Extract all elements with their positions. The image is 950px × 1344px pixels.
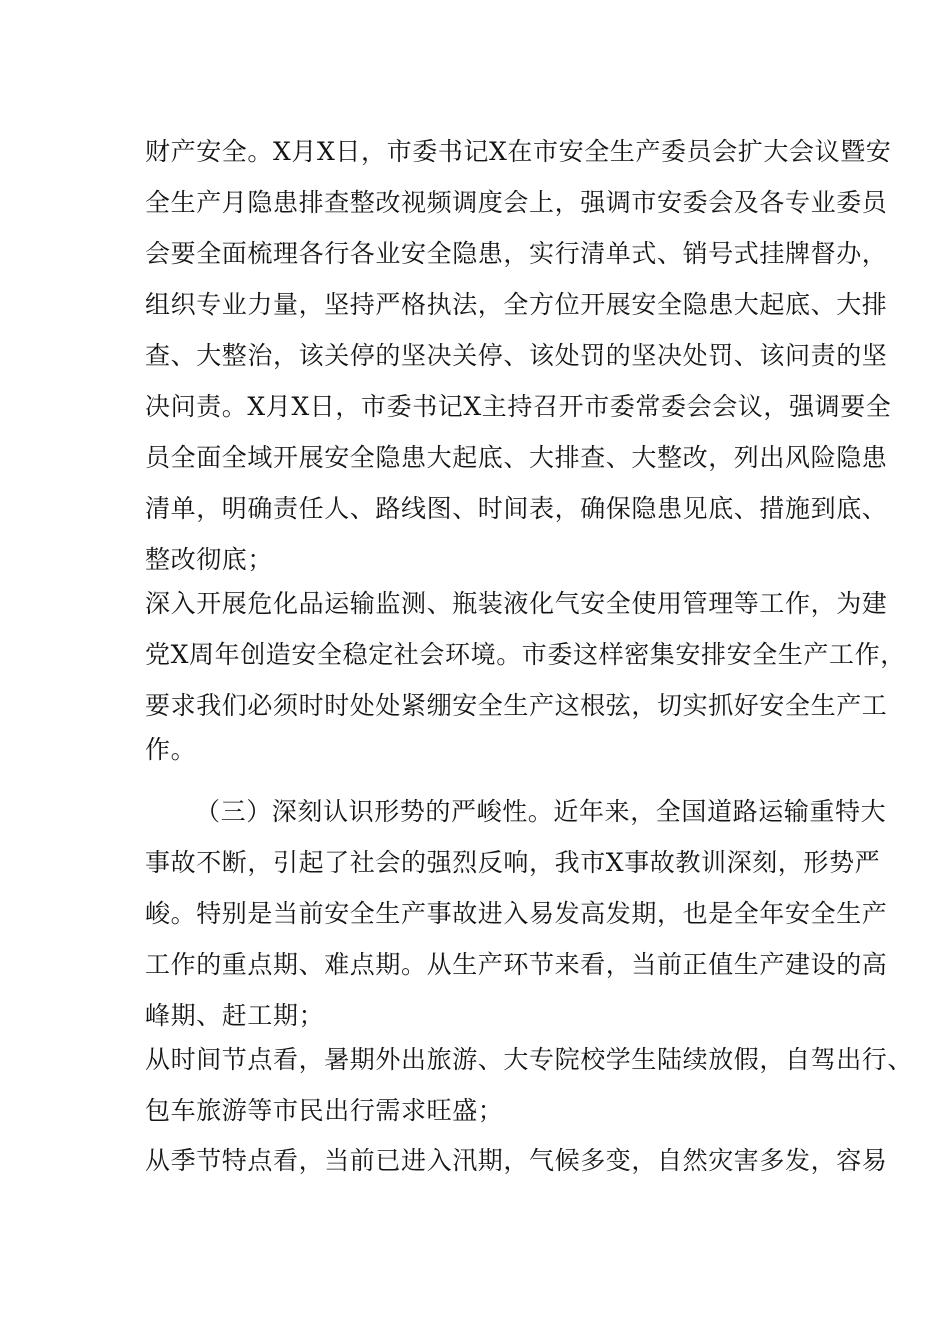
text-line: 党X周年创造安全稳定社会环境。市委这样密集安排安全生产工作， xyxy=(145,640,906,669)
text-line: 决问责。X月X日，市委书记X主持召开市委常委会会议，强调要全 xyxy=(145,392,892,421)
text-line: 要求我们必须时时处处紧绷安全生产这根弦，切实抓好安全生产工 xyxy=(145,691,888,720)
text-line: 全生产月隐患排查整改视频调度会上，强调市安委会及各专业委员 xyxy=(145,188,888,217)
text-line: 事故不断，引起了社会的强烈反响，我市X事故教训深刻，形势严 xyxy=(145,848,881,877)
text-line: 峻。特别是当前安全生产事故进入易发高发期，也是全年安全生产 xyxy=(145,899,888,928)
text-line: 包车旅游等市民出行需求旺盛； xyxy=(145,1096,504,1125)
text-line: 工作的重点期、难点期。从生产环节来看，当前正值生产建设的高 xyxy=(145,950,888,979)
text-line: 查、大整治，该关停的坚决关停、该处罚的坚决处罚、该问责的坚 xyxy=(145,341,888,370)
text-line: 峰期、赶工期； xyxy=(145,1001,325,1030)
text-line: 组织专业力量，坚持严格执法，全方位开展安全隐患大起底、大排 xyxy=(145,290,888,319)
text-line: 清单，明确责任人、路线图、时间表，确保隐患见底、措施到底、 xyxy=(145,494,888,523)
text-line: 深入开展危化品运输监测、瓶装液化气安全使用管理等工作，为建 xyxy=(145,589,888,618)
text-line: 整改彻底； xyxy=(145,545,274,574)
text-line: 作。 xyxy=(145,735,197,764)
text-line: 从时间节点看，暑期外出旅游、大专院校学生陆续放假，自驾出行、 xyxy=(145,1045,914,1074)
text-line: 从季节特点看，当前已进入汛期，气候多变，自然灾害多发，容易 xyxy=(145,1146,888,1175)
text-line: 员全面全域开展安全隐患大起底、大排查、大整改，列出风险隐患 xyxy=(145,443,888,472)
paragraph-heading-line: （三）深刻认识形势的严峻性。近年来，全国道路运输重特大 xyxy=(195,797,887,826)
text-line: 财产安全。X月X日，市委书记X在市安全生产委员会扩大会议暨安 xyxy=(145,137,892,166)
text-line: 会要全面梳理各行各业安全隐患，实行清单式、销号式挂牌督办， xyxy=(145,239,888,268)
